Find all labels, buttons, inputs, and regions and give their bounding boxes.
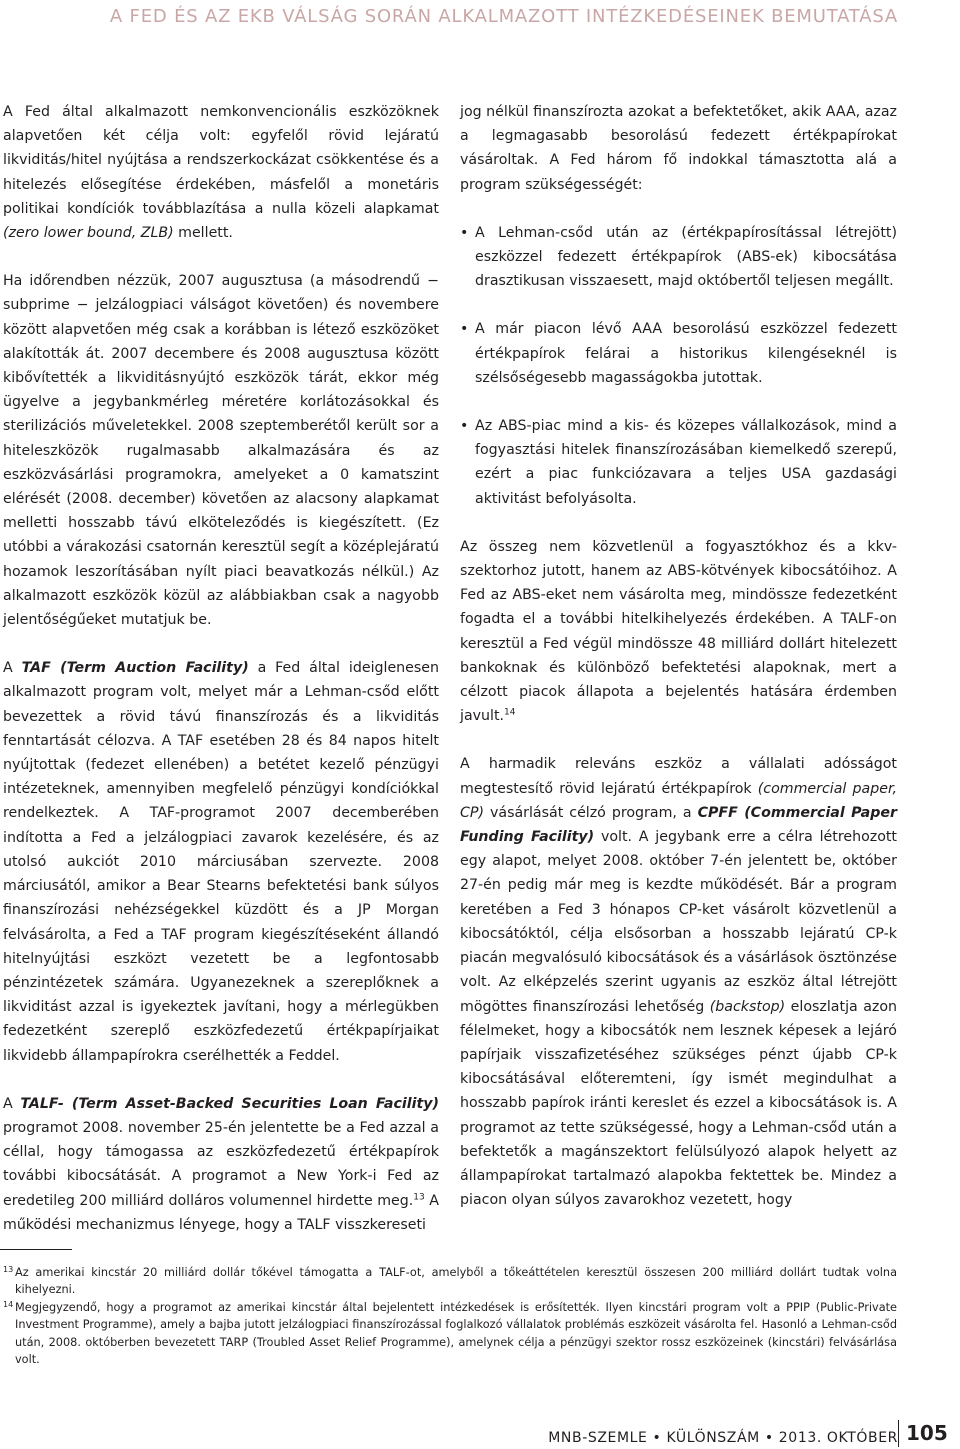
page-number: 105: [906, 1421, 948, 1445]
list-item: • Az ABS-piac mind a kis- és közepes vállalkozások, mind a fogyasztási hitelek finanszírozásában kiemelkedő szerepű, ezért a piac funkciózavara a teljes USA gazdasági aktivitást befolyásolta.: [460, 414, 897, 511]
right-column: [460, 100, 897, 1236]
paragraph-cpff: A harmadik releváns eszköz a vállalati adósságot megtestesítő rövid lejáratú értékpapírok (commercial paper, CP) vásárlását célzó program, a CPFF (Commercial Paper Funding Facility) volt. A jegybank erre a célra létrehozott egy alapot, melyet 2008. október 7-én jelentett be, október 27-én pedig már meg is kezdte működését. Bár a program keretében a Fed 3 hónapos CP-ket vásárolt közvetlenül a kibocsátóktól, célja elsősorban a hosszabb lejáratú CP-k piacán megvalósuló kibocsátások és a vásárlások ösztönzése volt. Az elképzelés szerint ugyanis az eszköz által létrejött mögöttes finanszírozási lehetőség (backstop) eloszlatja azon félelmeket, hogy a kibocsátók nem lesznek képesek a lejáró papírjaik visszafizetéséhez szükséges pénzt újabb CP-k kibocsátásával előteremteni, így ismét megindulhat a hosszabb papírok iránti kereslet és ezzel a kibocsátások is. A programot az tette szükségessé, hogy a Lehman-csőd után a befektetők a magánszektort felülsúlyozó alapok helyett az állampapírokat tartalmazó alapokba fektettek be. Mindez a piacon olyan súlyos zavarokhoz vezetett, hogy: [460, 756, 898, 1209]
paragraph-talf-continued: jog nélkül finanszírozta azokat a befektetőket, akik AAA, azaz a legmagasabb besorolású fedezett értékpapírokat vásároltak. A Fed három fő indokkal támasztotta alá a program szükségességét:: [460, 104, 897, 193]
footnote-14: 14 Megjegyzendő, hogy a programot az amerikai kincstár által bejelentett intézkedések is erősítették. Ilyen kincstári program volt a PPIP (Public-Private Investment Programme), amely a bajba jutott jelzálogpiaci finanszírozással foglalkozó vállalatok problémás eszközeit vásárolta fel. Hasonló a Lehman-csőd után, 2008. októberben bevezetett TARP (Troubled Asset Relief Programme), amelynek célja a pénzügyi szektor rossz eszközeinek (kincstári) felvásárlása volt.: [3, 1299, 897, 1367]
page-number-divider: [898, 1420, 899, 1447]
term-cpff: CPFF (Commercial Paper Funding Facility): [460, 804, 897, 846]
paragraph-intro: A Fed által alkalmazott nemkonvencionális eszközöknek alapvetően két célja volt: egyfelől rövid lejáratú likviditás/hitel nyújtása a rendszerkockázat csökkentése és a hitelezés elősegítése érdekében, másfelől a monetáris politikai kondíciók továbblazítása a nulla közeli alapkamat (zero lower bound, ZLB) mellett.: [3, 104, 439, 242]
journal-info: MNB-SZEMLE • KÜLÖNSZÁM • 2013. OKTÓBER: [548, 1430, 898, 1446]
term-talf: TALF- (Term Asset-Backed Securities Loan Facility): [20, 1095, 439, 1112]
footnote-ref-14: 14: [504, 707, 516, 718]
reasons-list: [460, 221, 897, 511]
paragraph-taf: A TAF (Term Auction Facility) a Fed által ideiglenesen alkalmazott program volt, melyet már a Lehman-csőd előtt bevezettek a rövid távú finanszírozás és a likviditás fenntartását célozva. A TAF esetében 28 és 84 napos hitelt nyújtottak (fedezet ellenében) a betétet kezelő pénzügyi intézeteknek, amennyiben megfelelő pénzügyi kondíciókkal rendelkeztek. A TAF-programot 2007 decemberében indította a Fed a jelzálogpiaci zavarok kezelésére, és az utolsó aukciót 2010 márciusában szervezte. 2008 márciusától, amikor a Bear Stearns befektetési bank súlyos finanszírozási nehézségekkel küzdött és a JP Morgan felvásárolta, a Fed a TAF program kiegészítéseként állandó hitelnyújtási eszközt vezetett be a legfontosabb pénzintézetek számára. Ugyanezeknek a szereplőknek a likviditást azzal is igyekeztek javítani, hogy a mérlegükben fedezetként szereplő eszközfedezetű értékpapírjaikat likvidebb állampapírokra cserélhették a Feddel.: [3, 660, 440, 1064]
footnote-13: 13 Az amerikai kincstár 20 milliárd dollár tőkével támogatta a TALF-ot, amelyből a tőkeáttételen keresztül összesen 200 milliárd dollárt tudtak volna kihelyezni.: [3, 1265, 897, 1297]
footnotes: [3, 1264, 897, 1368]
footnote-ref-13: 13: [413, 1191, 425, 1202]
term-taf: TAF (Term Auction Facility): [21, 660, 249, 677]
left-column: [3, 100, 439, 1261]
paragraph-talf: A TALF- (Term Asset-Backed Securities Loan Facility) programot 2008. november 25-én jelentette be a Fed azzal a céllal, hogy támogassa az eszközfedezetű értékpapírok további kibocsátását. A programot a New York-i Fed az eredetileg 200 milliárd dolláros volumennel hirdette meg.$^{13}$ A működési mechanizmus lényege, hogy a TALF visszkereseti: [3, 1095, 439, 1233]
footnote-divider: [0, 1249, 72, 1250]
journal-footer: [548, 1430, 898, 1446]
paragraph-chronology: Ha időrendben nézzük, 2007 augusztusa (a másodrendű − subprime − jelzálogpiaci válságot követően) és novembere között alapvetően még csak a korábban is létező eszközöket alakították át. 2007 decembere és 2008 augusztusa között kibővítették a likviditásnyújtó eszközök tárát, ekkor még ügyelve a jegybankmérleg méretére korlátozásokkal és sterilizációs műveletekkel. 2008 szeptemberétől került sor a hiteleszközök rugalmasabb alkalmazására és az eszközvásárlási programokra, amelyeket a 0 kamatszint elérését (2008. december) követően az alacsony alapkamat melletti hosszabb távú elköteleződés is kiegészített. (Ez utóbbi a várakozási csatornán keresztül segít a középlejáratú hozamok leszorításában nyílt piaci beavatkozás nélkül.) Az alkalmazott eszközök közül az alábbiakban csak a nagyobb jelentőségűeket mutatjuk be.: [3, 273, 439, 629]
list-item: • A Lehman-csőd után az (értékpapírosítással létrejött) eszközzel fedezett értékpapírok (ABS-ek) kibocsátása drasztikusan visszaesett, majd októbertől teljesen megállt.: [460, 221, 897, 294]
list-item: • A már piacon lévő AAA besorolású eszközzel fedezett értékpapírok felárai a historikus kilengéseknél is szélsőségesebb magasságokba jutottak.: [460, 317, 897, 390]
paragraph-abs: Az összeg nem közvetlenül a fogyasztókhoz és a kkv-szektorhoz jutott, hanem az ABS-kötvények kibocsátóihoz. A Fed az ABS-eket nem vásárolta meg, mindössze fedezetként fogadta el a további hitelkihelyezés érdekében. A TALF-on keresztül a Fed végül mindössze 48 milliárd dollárt hitelezett bankoknak és különböző befektetési alapoknak, mert a célzott piacok állapota a bejelentés hatására érdemben javult.$^{14}$: [460, 538, 897, 725]
running-header: A FED ÉS AZ EKB VÁLSÁG SORÁN ALKALMAZOTT INTÉZKEDÉSEINEK BEMUTATÁSA: [109, 6, 898, 27]
